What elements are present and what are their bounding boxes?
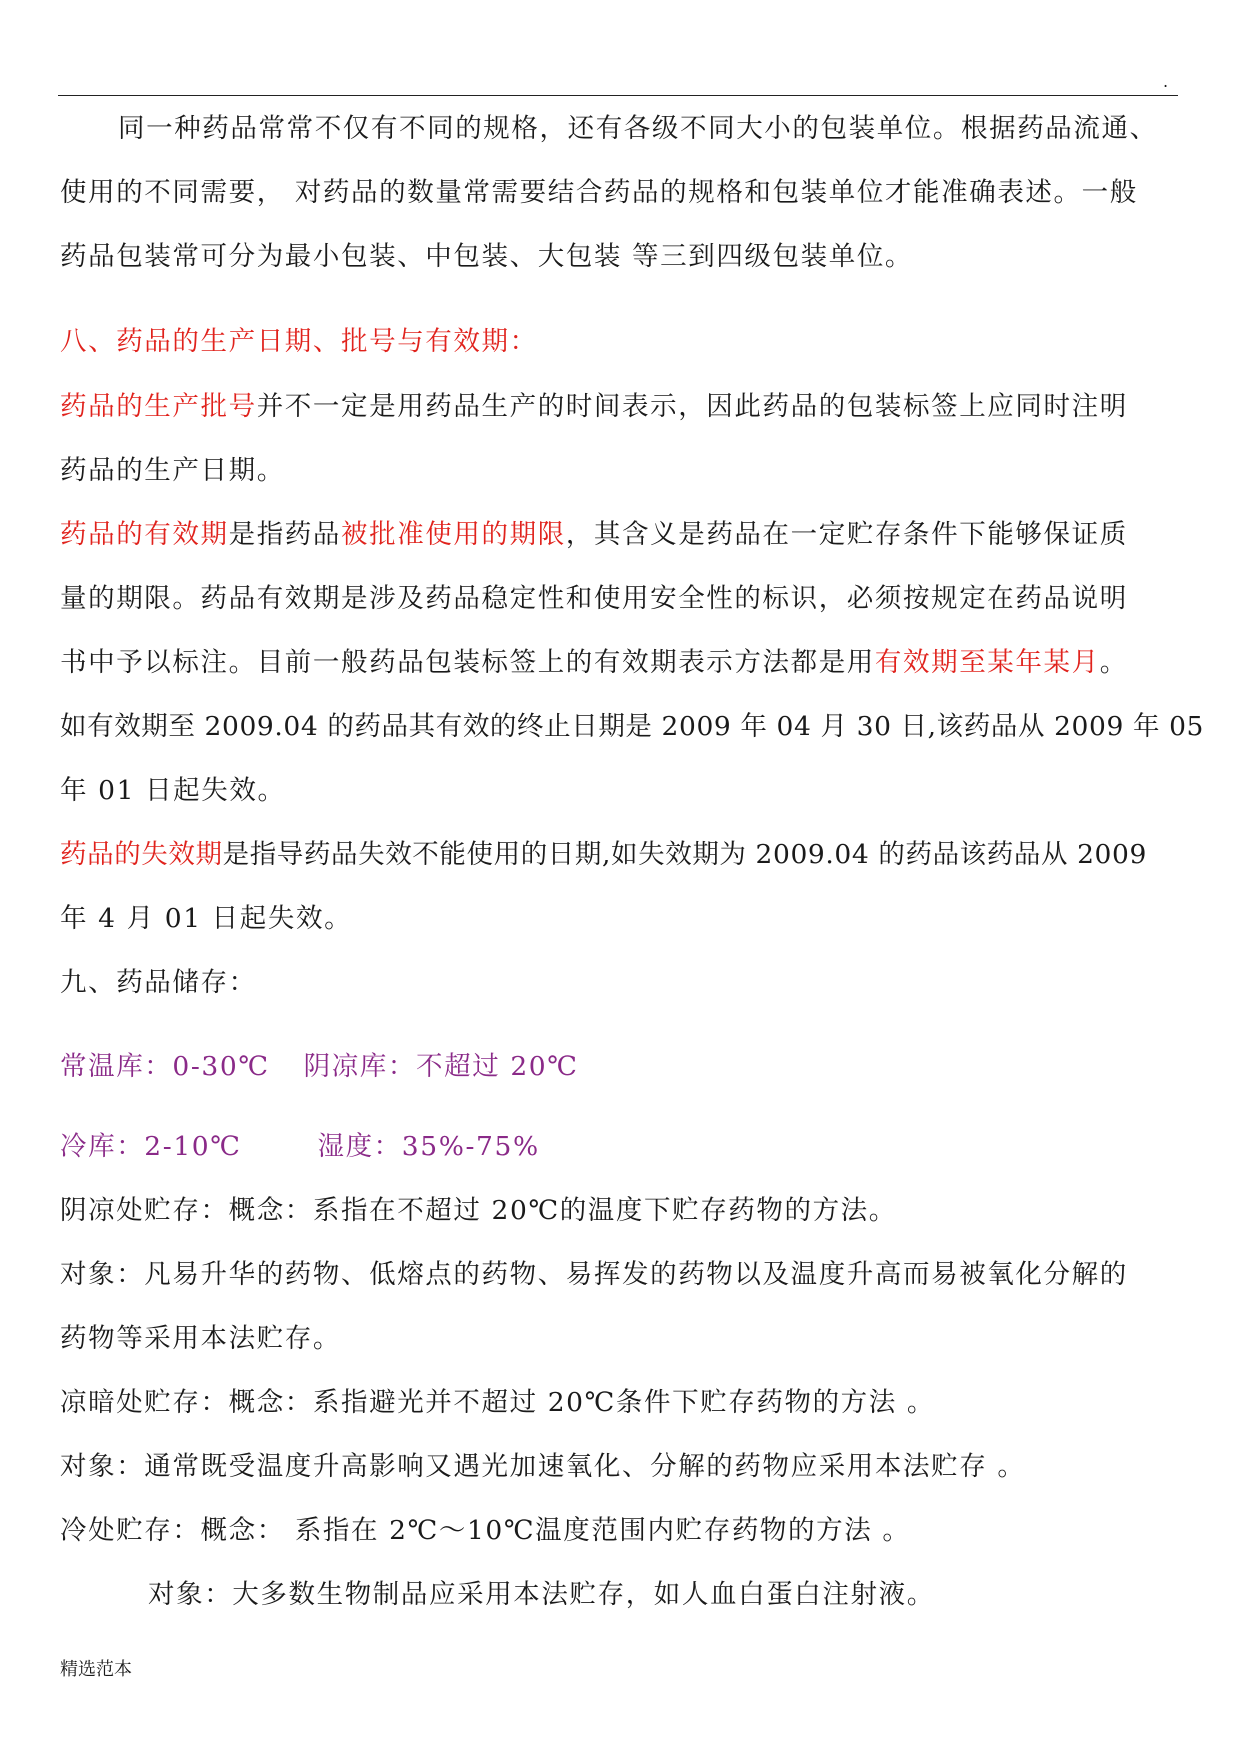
text-run: 是指导药品失效不能使用的日期,如失效期为 2009.04 的药品该药品从 2009 (222, 839, 1147, 870)
paragraph-line: 冷处贮存：概念： 系指在 2℃～10℃温度范围内贮存药物的方法 。 (60, 1515, 911, 1546)
paragraph-line: 对象：大多数生物制品应采用本法贮存，如人血白蛋白注射液。 (148, 1579, 935, 1610)
paragraph-line: 药品包装常可分为最小包装、中包装、大包装 等三到四级包装单位。 (60, 241, 914, 272)
paragraph-line: 使用的不同需要， 对药品的数量常需要结合药品的规格和包装单位才能准确表述。一般 (60, 177, 1138, 208)
term-approved-period: 被批准使用的期限 (341, 519, 566, 550)
paragraph-line: 年 4 月 01 日起失效。 (60, 903, 353, 934)
text-run: 并不一定是用药品生产的时间表示，因此药品的包装标签上应同时注明 (256, 391, 1128, 422)
text-run: 是指药品 (228, 519, 342, 550)
normal-storage: 常温库：0-30℃ (60, 1051, 270, 1082)
paragraph-line: 同一种药品常常不仅有不同的规格，还有各级不同大小的包装单位。根据药品流通、 (118, 113, 1158, 144)
cool-storage: 阴凉库：不超过 20℃ (303, 1051, 579, 1082)
paragraph-line (60, 390, 1128, 424)
paragraph-line: 年 01 日起失效。 (60, 775, 286, 806)
cold-storage: 冷库：2-10℃ (60, 1131, 242, 1162)
paragraph-line: 阴凉处贮存：概念：系指在不超过 20℃的温度下贮存药物的方法。 (60, 1195, 897, 1226)
section-heading-8: 八、药品的生产日期、批号与有效期： (60, 326, 538, 357)
text-run: ，其含义是药品在一定贮存条件下能够保证质 (565, 519, 1128, 550)
term-validity: 药品的有效期 (60, 519, 229, 550)
humidity: 湿度：35%-75% (317, 1131, 540, 1162)
paragraph-line (60, 518, 1128, 552)
paragraph-line: 药物等采用本法贮存。 (60, 1323, 341, 1354)
header-mark: . (1163, 72, 1169, 91)
paragraph-line (60, 838, 1147, 872)
paragraph-line: 量的期限。药品有效期是涉及药品稳定性和使用安全性的标识，必须按规定在药品说明 (60, 583, 1128, 614)
term-expiry: 药品的失效期 (60, 839, 223, 870)
term-valid-until: 有效期至某年某月 (874, 647, 1100, 678)
text-run: 书中予以标注。目前一般药品包装标签上的有效期表示方法都是用 (60, 647, 875, 678)
paragraph-line: 对象：凡易升华的药物、低熔点的药物、易挥发的药物以及温度升高而易被氧化分解的 (60, 1259, 1128, 1290)
footer-text: 精选范本 (60, 1659, 132, 1680)
paragraph-line (60, 646, 1128, 680)
storage-conditions-line (60, 1050, 578, 1084)
term-batch-number: 药品的生产批号 (60, 391, 257, 422)
text-run: 。 (1099, 647, 1128, 678)
storage-conditions-line (60, 1130, 540, 1164)
paragraph-line: 对象：通常既受温度升高影响又遇光加速氧化、分解的药物应采用本法贮存 。 (60, 1451, 1026, 1482)
paragraph-line: 如有效期至 2009.04 的药品其有效的终止日期是 2009 年 04 月 30 日,该药品从 2009 年 05 (60, 711, 1205, 742)
paragraph-line: 凉暗处贮存：概念：系指避光并不超过 20℃条件下贮存药物的方法 。 (60, 1387, 936, 1418)
paragraph-line: 药品的生产日期。 (60, 455, 285, 486)
header-rule (58, 95, 1178, 96)
section-heading-9: 九、药品储存： (60, 967, 257, 998)
